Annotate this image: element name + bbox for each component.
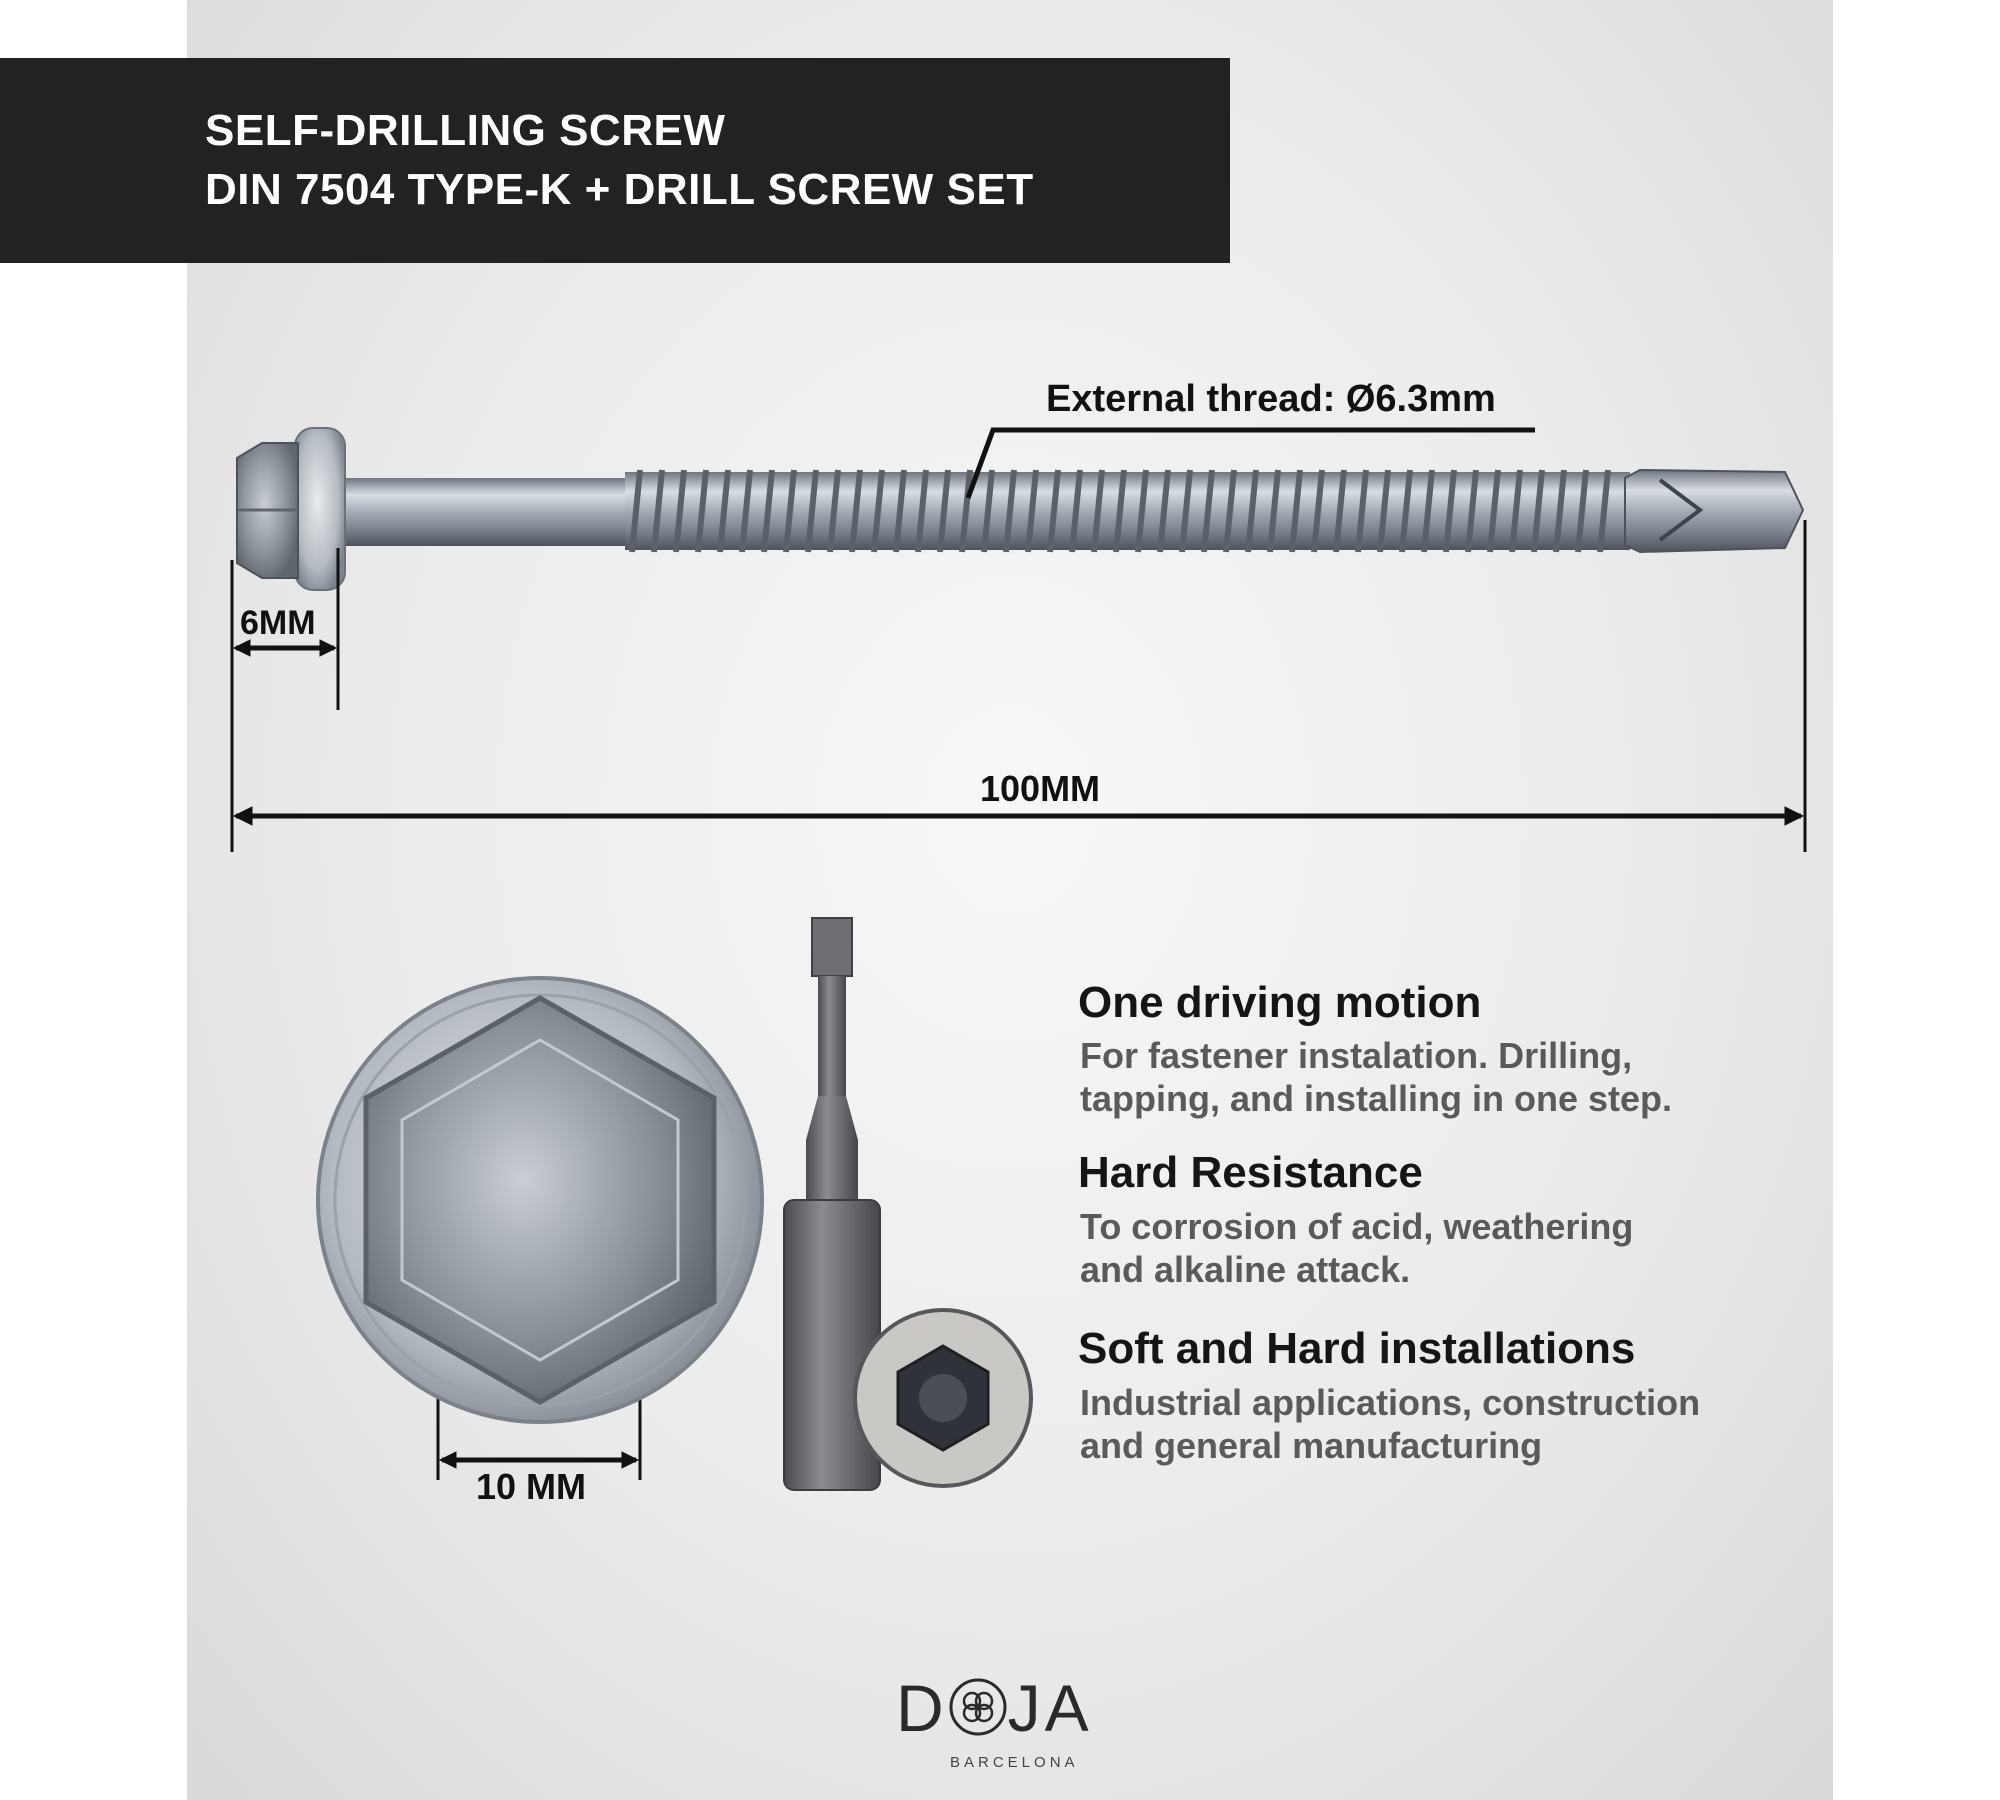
- screw-shank: [330, 478, 630, 546]
- screw-thread: [625, 470, 1630, 552]
- screw-head-top-view: [318, 978, 762, 1422]
- screw-side-view: [237, 428, 1803, 590]
- total-length-label: 100MM: [980, 768, 1101, 809]
- feature-title-driving-motion: One driving motion: [1078, 978, 1482, 1027]
- brand-location: BARCELONA: [950, 1754, 1079, 1771]
- thread-diameter-label: External thread: Ø6.3mm: [1046, 378, 1496, 420]
- nut-setter-bit: [784, 918, 1031, 1490]
- logo-emblem-icon: [948, 1677, 1008, 1737]
- feature-desc-driving-motion: For fastener instalation. Drilling, tapping, and installing in one step.: [1080, 1035, 1673, 1119]
- title-line-1: SELF-DRILLING SCREW: [205, 106, 726, 155]
- feature-title-hard-resistance: Hard Resistance: [1078, 1148, 1423, 1197]
- feature-desc-installations: Industrial applications, construction and general manufacturing: [1080, 1382, 1701, 1466]
- head-width-label: 10 MM: [476, 1466, 587, 1507]
- feature-title-installations: Soft and Hard installations: [1078, 1324, 1636, 1373]
- brand-logo: D JA: [896, 1671, 1093, 1745]
- title-line-2: DIN 7504 TYPE-K + DRILL SCREW SET: [205, 165, 1034, 214]
- feature-desc-hard-resistance: To corrosion of acid, weathering and alkaline attack.: [1080, 1206, 1634, 1290]
- head-height-label: 6MM: [240, 604, 316, 642]
- drill-point: [1625, 470, 1803, 552]
